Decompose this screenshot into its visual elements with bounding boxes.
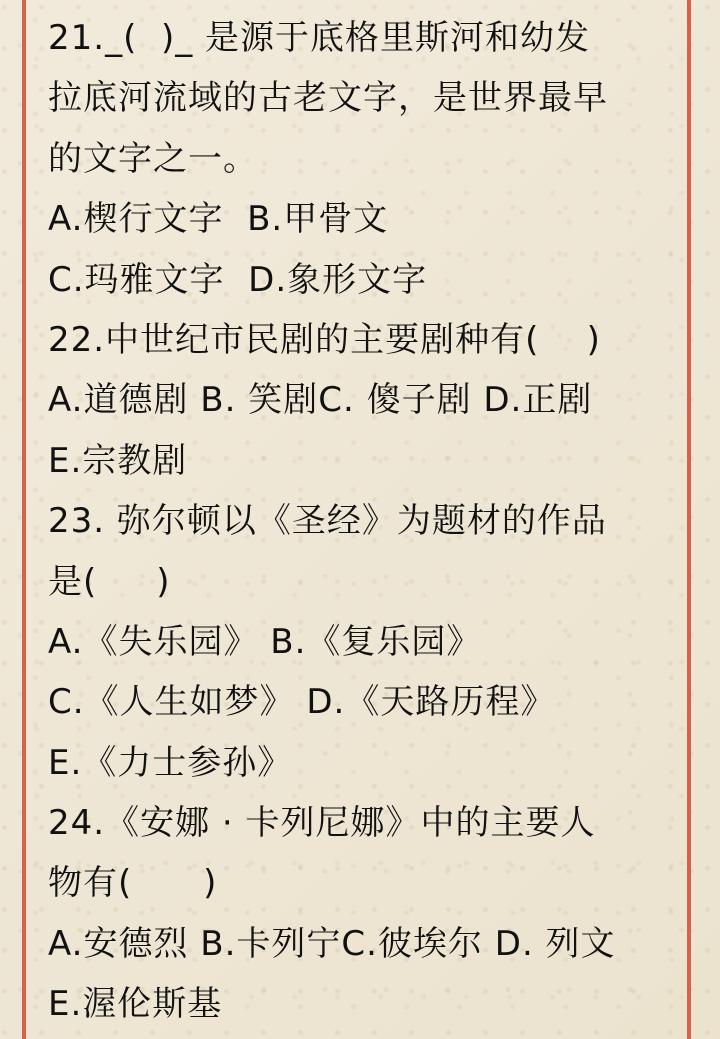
question-21-line-3: 的文字之一。 <box>48 138 258 179</box>
question-21-line-2: 拉底河流域的古老文字，是世界最早 <box>48 78 608 119</box>
question-21-options-ab: A.楔行文字 B.甲骨文 <box>48 199 389 240</box>
question-23-options-cd: C.《人生如梦》 D.《天路历程》 <box>48 682 556 723</box>
question-24-option-e: E.渥伦斯基 <box>48 984 223 1025</box>
question-22-option-e: E.宗教剧 <box>48 440 188 481</box>
question-23-line-1: 23. 弥尔顿以《圣经》为题材的作品 <box>48 501 607 542</box>
question-21-line-1: 21._( )_ 是源于底格里斯河和幼发 <box>48 18 591 58</box>
right-border-line <box>687 0 691 1039</box>
question-23-line-2: 是( ) <box>48 561 171 602</box>
question-24-line-2: 物有( ) <box>48 863 218 904</box>
question-21-options-cd: C.玛雅文字 D.象形文字 <box>48 259 428 300</box>
question-22-options-abcd: A.道德剧 B. 笑剧C. 傻子剧 D.正剧 <box>48 380 593 421</box>
question-22-line-1: 22.中世纪市民剧的主要剧种有( ) <box>48 319 601 360</box>
question-23-option-e: E.《力士参孙》 <box>48 742 293 783</box>
question-23-options-ab: A.《失乐园》 B.《复乐园》 <box>48 621 482 662</box>
question-text-block <box>48 8 673 1035</box>
left-border-line <box>22 0 26 1039</box>
question-24-line-1: 24.《安娜 · 卡列尼娜》中的主要人 <box>48 803 596 844</box>
question-24-options-abcd: A.安德烈 B.卡列宁C.彼埃尔 D. 列文 <box>48 923 616 964</box>
